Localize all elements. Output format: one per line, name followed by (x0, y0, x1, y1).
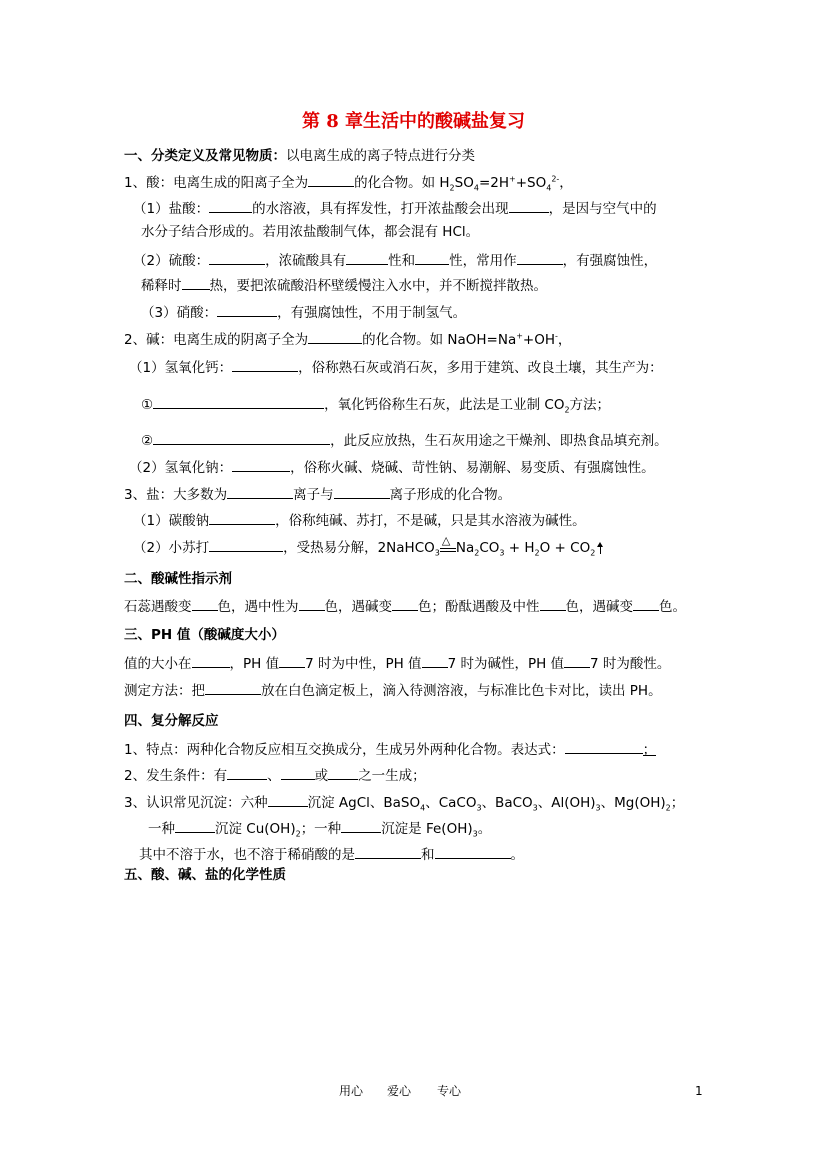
text: 沉淀 Cu(OH) (215, 821, 296, 837)
text: 色，遇碱变 (324, 599, 392, 615)
text: 1、特点：两种化合物反应相互交换成分，生成另外两种化合物。表达式： (124, 742, 565, 758)
text: 2、发生条件：有 (124, 768, 228, 784)
text: 色，遇中性为 (217, 599, 299, 615)
sub: 2 (564, 405, 570, 415)
blank[interactable] (279, 653, 305, 668)
sup: + (509, 174, 516, 184)
text: CO (479, 540, 500, 556)
metathesis-feature (124, 739, 656, 759)
text: 、Mg(OH) (600, 795, 666, 811)
text: 值的大小在 (124, 656, 192, 672)
text: 、BaCO (481, 795, 533, 811)
text: （2）氢氧化钠： (129, 460, 233, 476)
text: （1）氢氧化钙： (129, 360, 233, 376)
precipitate-insoluble (139, 844, 524, 864)
caoh2-step-2 (141, 430, 668, 450)
text: ； (642, 742, 657, 758)
text: 的化合物。如 H (354, 175, 450, 191)
caoh2-step-1 (141, 394, 610, 414)
text: 石蕊遇酸变 (124, 599, 192, 615)
blank[interactable] (334, 484, 390, 499)
text: ，此反应放热，生石灰用途之干燥剂、即热食品填充剂。 (330, 433, 668, 449)
text: 和 (421, 847, 435, 863)
footer-motto-3: 专心 (437, 1084, 462, 1098)
blank[interactable] (232, 357, 298, 372)
section-4-heading: 四、复分解反应 (124, 713, 219, 729)
text: 。 (477, 821, 492, 837)
ph-range-line (124, 653, 670, 673)
sub: 2 (449, 183, 455, 193)
text: ， (557, 332, 572, 348)
text: 离子形成的化合物。 (389, 487, 512, 503)
section-1-title: 一、分类定义及常见物质： (124, 148, 286, 164)
blank[interactable] (355, 844, 421, 859)
base-definition (124, 329, 571, 349)
text: （2）硫酸： (133, 253, 210, 269)
ph-method-line (124, 680, 662, 700)
blank[interactable] (509, 198, 549, 213)
text: ，俗称熟石灰或消石灰，多用于建筑、改良土壤，其生产为： (298, 360, 663, 376)
blank[interactable] (517, 250, 563, 265)
sup: + (516, 331, 523, 341)
blank[interactable] (268, 792, 308, 807)
gas-up-arrow-icon (595, 542, 606, 553)
delta: △ (441, 534, 451, 547)
text: 、Al(OH) (537, 795, 596, 811)
text: +SO (515, 175, 547, 191)
na2co3-line (133, 510, 586, 530)
precipitate-six (124, 792, 684, 812)
text: ，PH 值 (229, 656, 280, 672)
text: Na (455, 540, 475, 556)
sub: 3 (595, 803, 601, 813)
text: （1）碳酸钠 (133, 513, 210, 529)
sub: 2 (665, 803, 671, 813)
text: 之一生成； (358, 768, 426, 784)
blank[interactable] (346, 250, 388, 265)
blank[interactable] (633, 596, 659, 611)
naoh-line (129, 457, 655, 477)
sup: 2- (551, 174, 560, 184)
blank[interactable] (192, 596, 218, 611)
text: 7 时为酸性。 (590, 656, 671, 672)
text: 。 (510, 847, 524, 863)
text: ② (141, 433, 154, 449)
h2so4-line-2 (141, 275, 547, 295)
sub: 3 (434, 548, 440, 558)
text: （3）硝酸： (141, 305, 218, 321)
page-number: 1 (695, 1084, 703, 1098)
blank[interactable] (209, 537, 283, 552)
text: ；一种 (300, 821, 342, 837)
blank[interactable] (308, 172, 354, 187)
text: 方法； (569, 397, 611, 413)
text: ，俗称纯碱、苏打，不是碱，只是其水溶液为碱性。 (275, 513, 586, 529)
caoh2-line (129, 357, 663, 377)
sub: 2 (295, 829, 301, 839)
acid-definition (124, 172, 573, 192)
blank[interactable] (182, 275, 210, 290)
sup: - (555, 331, 558, 341)
text: 色。 (659, 599, 686, 615)
text: +OH (522, 332, 556, 348)
nahco3-line (133, 534, 606, 558)
section-3-heading: 三、PH 值（酸碱度大小） (124, 627, 285, 643)
blank[interactable] (308, 329, 362, 344)
blank[interactable] (565, 739, 643, 754)
footer-motto-1: 用心 (339, 1084, 364, 1098)
text: 稀释时 (141, 278, 182, 294)
text: ，受热易分解，2NaHCO (283, 540, 435, 556)
blank[interactable] (392, 596, 418, 611)
text: + H (504, 540, 535, 556)
precipitate-colored (148, 818, 491, 838)
text: 或 (314, 768, 329, 784)
heat-triangle (440, 534, 456, 557)
text: 性，常用作 (449, 253, 517, 269)
sub: 3 (476, 803, 482, 813)
section-2-heading: 二、酸碱性指示剂 (124, 571, 232, 587)
sub: 2 (474, 548, 480, 558)
text: 热，要把浓硫酸沿杯壁缓慢注入水中，并不断搅拌散热。 (209, 278, 547, 294)
text: ，有强腐蚀性，不用于制氢气。 (277, 305, 467, 321)
text: 色；酚酞遇酸及中性 (418, 599, 540, 615)
indicator-line (124, 596, 686, 616)
text: 、 (267, 768, 281, 784)
text: 一种 (148, 821, 175, 837)
text: 的化合物。如 NaOH=Na (362, 332, 517, 348)
salt-definition (124, 484, 511, 504)
text: ，俗称火碱、烧碱、苛性钠、易潮解、易变质、有强腐蚀性。 (290, 460, 655, 476)
blank[interactable] (564, 653, 590, 668)
blank[interactable] (232, 457, 290, 472)
metathesis-condition (124, 765, 426, 785)
text: 1、酸：电离生成的阳离子全为 (124, 175, 309, 191)
text: 2、碱：电离生成的阴离子全为 (124, 332, 309, 348)
blank[interactable] (192, 653, 230, 668)
text: 、CaCO (425, 795, 477, 811)
blank[interactable] (540, 596, 566, 611)
text: （1）盐酸： (133, 201, 210, 217)
section-5-heading: 五、酸、碱、盐的化学性质 (124, 867, 286, 883)
sub: 2 (534, 548, 540, 558)
text: ，有强腐蚀性， (562, 253, 658, 269)
sub: 4 (546, 183, 552, 193)
blank[interactable] (209, 198, 252, 213)
hcl-line-2: 水分子结合形成的。若用浓盐酸制气体，都会混有 HCl。 (141, 224, 480, 240)
blank[interactable] (209, 510, 275, 525)
blank[interactable] (227, 484, 293, 499)
blank[interactable] (175, 818, 215, 833)
text: （2）小苏打 (133, 540, 210, 556)
text: ，是因与空气中的 (548, 201, 657, 217)
blank[interactable] (415, 250, 449, 265)
h2so4-line-1 (133, 250, 657, 270)
hno3-line (141, 302, 466, 322)
text: 沉淀 AgCl、BaSO (307, 795, 421, 811)
blank[interactable] (435, 844, 511, 859)
sub: 4 (420, 803, 426, 813)
sub: 3 (532, 803, 538, 813)
blank[interactable] (328, 765, 358, 780)
blank[interactable] (227, 765, 267, 780)
text: 7 时为中性，PH 值 (305, 656, 422, 672)
hcl-line-1 (133, 198, 657, 218)
text: 7 时为碱性，PH 值 (447, 656, 565, 672)
section-1-subtitle: 以电离生成的离子特点进行分类 (286, 148, 475, 164)
text: 其中不溶于水，也不溶于稀硝酸的是 (139, 847, 355, 863)
blank[interactable] (422, 653, 448, 668)
section-1-heading (124, 147, 475, 165)
blank[interactable] (205, 680, 261, 695)
text: 色，遇碱变 (565, 599, 633, 615)
text: O + CO (539, 540, 591, 556)
text: 3、认识常见沉淀：六种 (124, 795, 268, 811)
text: 3、盐：大多数为 (124, 487, 228, 503)
blank[interactable] (299, 596, 325, 611)
text: =2H (478, 175, 509, 191)
blank[interactable] (209, 250, 265, 265)
text: 测定方法：把 (124, 683, 205, 699)
text: 的水溶液，具有挥发性，打开浓盐酸会出现 (252, 201, 509, 217)
blank[interactable] (153, 430, 330, 445)
footer-motto-2: 爱心 (387, 1084, 412, 1098)
text: SO (454, 175, 474, 191)
blank[interactable] (217, 302, 277, 317)
text: 离子与 (293, 487, 334, 503)
text: ， (559, 175, 573, 191)
blank[interactable] (341, 818, 381, 833)
text: ，浓硫酸具有 (265, 253, 347, 269)
page-title: 第 8 章生活中的酸碱盐复习 (301, 111, 526, 132)
text: ，氧化钙俗称生石灰，此法是工业制 CO (324, 397, 565, 413)
blank[interactable] (281, 765, 315, 780)
sub: 3 (472, 829, 478, 839)
text: ① (141, 397, 154, 413)
blank[interactable] (153, 394, 324, 409)
sub: 3 (499, 548, 505, 558)
text: 沉淀是 Fe(OH) (381, 821, 473, 837)
sub: 2 (590, 548, 596, 558)
text: 性和 (388, 253, 416, 269)
text: ； (670, 795, 685, 811)
text: 放在白色滴定板上，滴入待测溶液，与标准比色卡对比，读出 PH。 (261, 683, 662, 699)
sub: 4 (473, 183, 479, 193)
